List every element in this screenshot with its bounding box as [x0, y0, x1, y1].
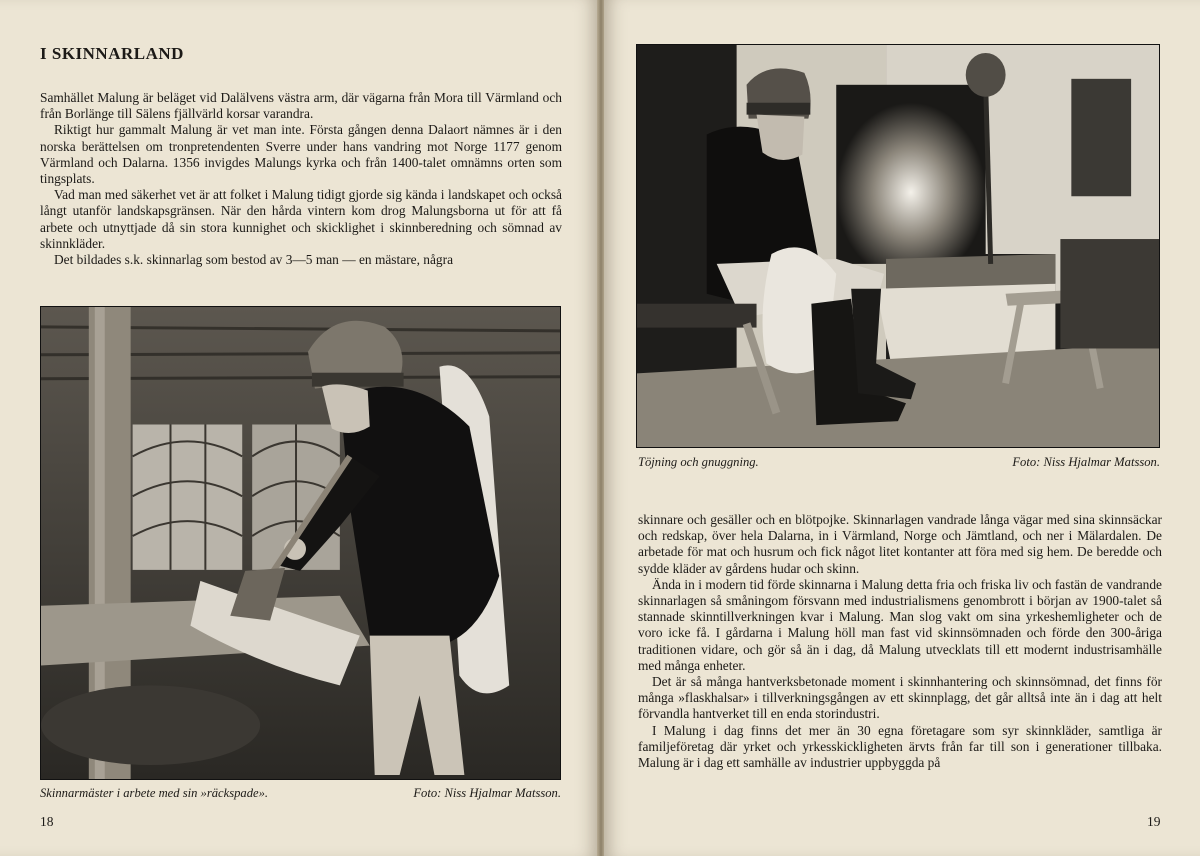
right-body-text: [638, 512, 1162, 771]
paragraph: Ända in i modern tid förde skinnarna i Malung detta fria och friska liv och fastän de vandrande skinnarlagen så småningom försvann med industrialismens genombrott i början av 1900-talet så stannade skinntillverkningen kvar i Malung. Man slog vakt om sina yrkeshemligheter och de voro icke få. I gårdarna i Malung höll man fast vid skinnsömnaden och förde den 300-åriga traditionen vidare, och gör så än i dag, då Malung utvecklats till ett modernt industrisamhälle med många enheter.: [638, 576, 1162, 673]
paragraph: Samhället Malung är beläget vid Dalälvens västra arm, där vägarna från Mora till Värmland och från Borlänge till Sälens fjällvärld korsar varandra.: [40, 90, 562, 122]
chapter-heading: I SKINNARLAND: [40, 44, 184, 63]
paragraph: I Malung i dag finns det mer än 30 egna företagare som syr skinnkläder, samtliga är familjeföretag där yrket och yrkesskickligheten ärvts från far till son i generationer tillbaka. Malung är i dag ett samhälle av industrier uppbyggda på: [638, 722, 1162, 771]
page-number: 18: [40, 814, 54, 829]
page-number: 19: [1147, 814, 1161, 829]
photo-stretching-and-rubbing-skin: [636, 44, 1160, 448]
left-body-text: [40, 90, 562, 268]
photo-skinner-master-with-spade: [40, 306, 561, 780]
paragraph: Det bildades s.k. skinnarlag som bestod av 3—5 man — en mästare, några: [54, 252, 454, 268]
caption-text: Töjning och gnuggning.: [638, 455, 759, 469]
paragraph: skinnare och gesäller och en blötpojke. Skinnarlagen vandrade långa vägar med sina skinnsäckar och redskap, över hela Dalarna, in i Värmland, Norge och Jämtland, och ner i Mälardalen. De arbetade för mat och husrum och fick något litet kontanter att föra med sig hem. De beredde och sydde kläder av gårdens hudar och skinn.: [638, 512, 1162, 576]
paragraph: Riktigt hur gammalt Malung är vet man inte. Första gången denna Dalaort nämnes är i den norska berättelsen om tronpretendenten Sverre under hans vandring mot Norge 1177 genom Värmland och Dalarna. 1356 invigdes Malungs kyrka och från 1400-talet omnämns orten som tingsplats.: [40, 122, 562, 187]
paragraph: Vad man med säkerhet vet är att folket i Malung tidigt gjorde sig kända i landskapet och också långt utanför landskapsgränsen. När den hårda vintern kom drog Malungsborna ut för att få arbete och utnyttjade då sin stora kunnighet och skicklighet i skinnberedning och sömnad av skinnkläder.: [40, 187, 562, 251]
caption-text: Skinnarmäster i arbete med sin »räckspade».: [40, 786, 269, 800]
photo-credit: Foto: Niss Hjalmar Matsson.: [413, 786, 561, 800]
paragraph: Det är så många hantverksbetonade moment i skinnhantering och skinnsömnad, det finns för många »flaskhalsar» i tillverkningsgången av ett skinnplagg, det går alltså inte än i dag att helt förvandla hantverket till en enda storindustri.: [638, 674, 1162, 722]
photo-credit: Foto: Niss Hjalmar Matsson.: [1012, 455, 1160, 469]
left-page: [0, 0, 598, 856]
